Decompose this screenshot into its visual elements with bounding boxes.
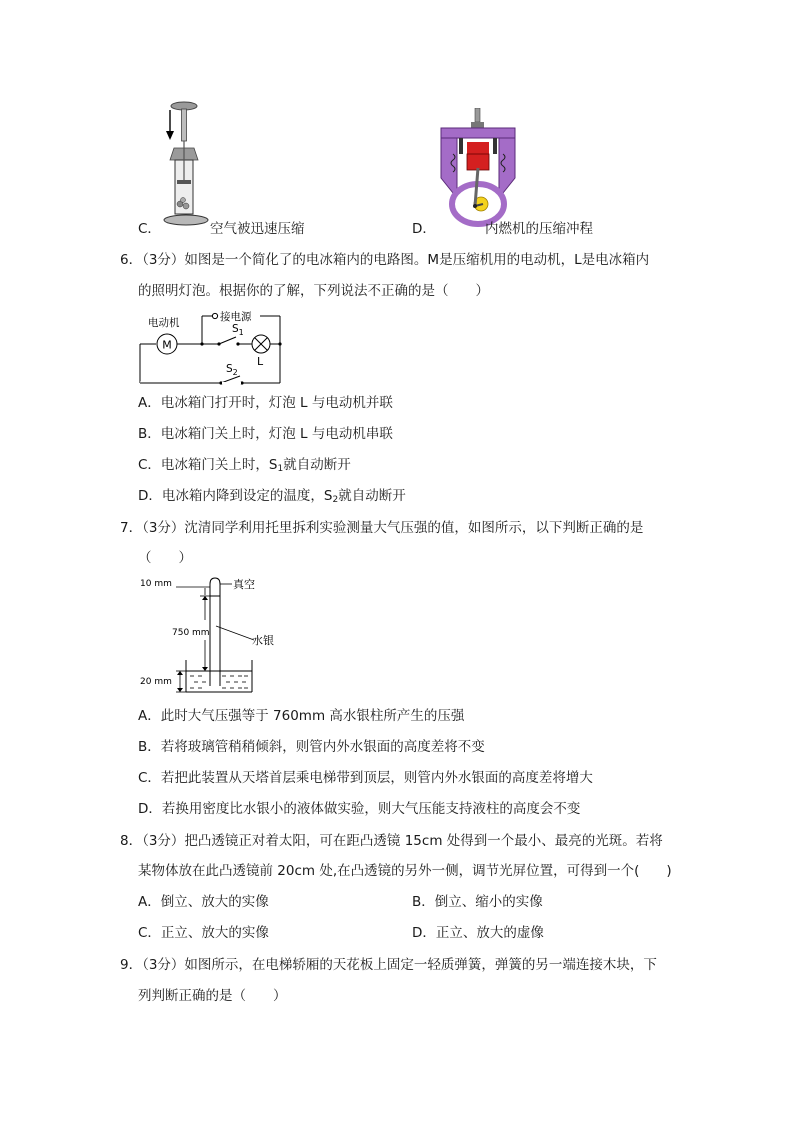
option-d-text: 内燃机的压缩冲程 [485, 221, 593, 237]
q8-option-b: B．倒立、缩小的实像 [412, 894, 543, 910]
q6-option-b: B．电冰箱门关上时，灯泡 L 与电动机串联 [138, 426, 393, 442]
q8-option-c: C．正立、放大的实像 [138, 925, 269, 941]
vacuum-label: 真空 [233, 578, 255, 591]
fridge-circuit-figure [136, 306, 286, 386]
q7-option-b: B．若将玻璃管稍稍倾斜，则管内外水银面的高度差将不变 [138, 739, 485, 755]
option-c-letter: C． [138, 221, 161, 237]
switch-s1-label: $S_1$ [232, 323, 244, 337]
q8-stem-line-2: 某物体放在此凸透镜前 20cm 处,在凸透镜的另外一侧，调节光屏位置，可得到一个( ) [138, 863, 672, 879]
power-label: 接电源 [220, 311, 252, 323]
q6-stem-line-2: 的照明灯泡。根据你的了解，下列说法不正确的是（ ） [138, 283, 489, 299]
q9-stem-line-2: 列判断正确的是（ ） [138, 988, 287, 1004]
q7-option-d: D．若换用密度比水银小的液体做实验，则大气压能支持液柱的高度会不变 [138, 801, 581, 817]
q7-option-a: A．此时大气压强等于 760mm 高水银柱所产生的压强 [138, 708, 465, 724]
q8-option-d: D．正立、放大的虚像 [412, 925, 544, 941]
q6-option-c: C．电冰箱门关上时，$S_1$就自动断开 [138, 457, 351, 474]
motor-label: 电动机 [148, 317, 180, 329]
mercury-label: 水银 [252, 634, 274, 647]
q7-option-c: C．若把此装置从天塔首层乘电梯带到顶层，则管内外水银面的高度差将增大 [138, 770, 593, 786]
label-20mm: 20 mm [140, 677, 172, 687]
motor-symbol: M [162, 338, 172, 352]
q6-stem-line-1: 6．（3分）如图是一个简化了的电冰箱内的电路图。M是压缩机用的电动机，L是电冰箱内 [120, 252, 650, 268]
lamp-label: L [257, 355, 264, 368]
torricelli-figure [136, 572, 286, 696]
q6-option-a: A．电冰箱门打开时，灯泡 L 与电动机并联 [138, 395, 393, 411]
option-c-text: 空气被迅速压缩 [210, 221, 305, 237]
air-pump-figure [158, 100, 210, 230]
q8-stem-line-1: 8．（3分）把凸透镜正对着太阳，可在距凸透镜 15cm 处得到一个最小、最亮的光斑。若将 [120, 833, 663, 849]
q7-stem-line-2: （ ） [138, 550, 192, 566]
engine-figure [437, 108, 519, 228]
option-d-letter: D． [412, 221, 436, 237]
q6-option-d: D．电冰箱内降到设定的温度，$S_2$就自动断开 [138, 488, 406, 505]
q7-stem-line-1: 7．（3分）沈清同学利用托里拆利实验测量大气压强的值，如图所示，以下判断正确的是 [120, 520, 644, 536]
label-10mm: 10 mm [140, 579, 172, 589]
switch-s2-label: $S_2$ [226, 363, 238, 377]
q8-option-a: A．倒立、放大的实像 [138, 894, 269, 910]
q9-stem-line-1: 9．（3分）如图所示，在电梯轿厢的天花板上固定一轻质弹簧，弹簧的另一端连接木块，下 [120, 957, 657, 973]
label-750mm: 750 mm [172, 628, 210, 638]
